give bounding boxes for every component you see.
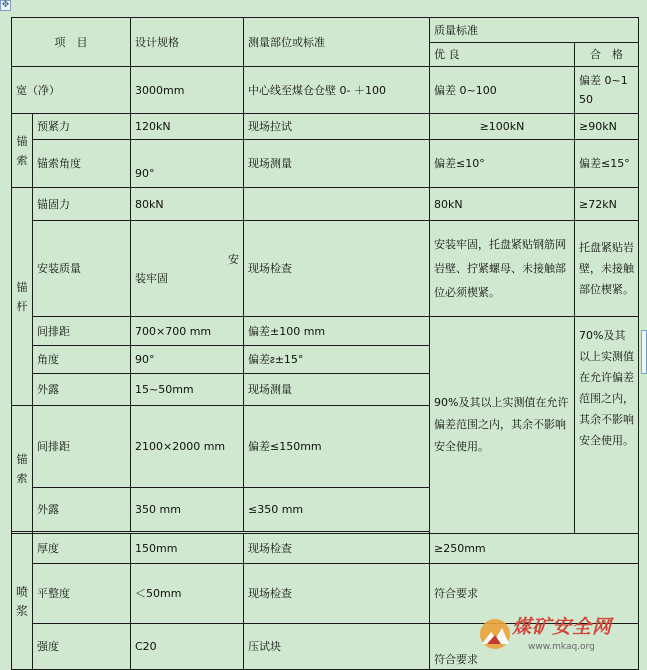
cell-anchor-force-qualified: ≥72kN (575, 188, 639, 221)
cell-strength-measure: 压试块 (244, 624, 430, 670)
cell-pretension-item: 预紧力 (33, 114, 131, 140)
group-anchor-rod-label: 锚杆 (16, 280, 28, 313)
cell-anchor-force-item: 锚固力 (33, 188, 131, 221)
header-item: 项 目 (12, 18, 131, 67)
header-measure: 测量部位或标准 (244, 18, 430, 67)
cell-anchor-force-spec: 80kN (131, 188, 244, 221)
cell-install-spec-b: 装牢固 (135, 271, 168, 285)
cell-flatness-item: 平整度 (33, 564, 131, 624)
cell-pretension-excellent: ≥100kN (430, 114, 575, 140)
cell-install-spec (131, 221, 244, 317)
table-resize-handle[interactable] (641, 330, 647, 374)
cell-strength-spec: C20 (131, 624, 244, 670)
table-row (12, 140, 639, 188)
mine-logo-icon (478, 614, 512, 654)
cell-rod-expose-spec: 15~50mm (131, 374, 244, 406)
header-qualified: 合 格 (575, 43, 639, 67)
table-move-handle[interactable]: ✥ (1, 0, 10, 10)
cell-thickness-item: 厚度 (33, 534, 131, 564)
cell-cable-angle-qualified: 偏差≤15° (575, 140, 639, 188)
cell-rod-expose-measure: 现场测量 (244, 374, 430, 406)
cell-cable-angle-measure: 现场测量 (244, 140, 430, 188)
cell-width-item: 宽（净） (12, 67, 131, 114)
cell-strength-item: 强度 (33, 624, 131, 670)
cell-flatness-measure: 现场检查 (244, 564, 430, 624)
cell-rod-angle-item: 角度 (33, 346, 131, 374)
cell-pretension-qualified: ≥90kN (575, 114, 639, 140)
cell-thickness-measure: 现场检查 (244, 534, 430, 564)
cell-anchor-force-excellent: 80kN (430, 188, 575, 221)
watermark-url: www.mkaq.org (528, 642, 595, 652)
cell-width-qualified: 偏差 0~150 (575, 67, 639, 114)
cell-cable-expose-spec: 350 mm (131, 488, 244, 532)
cell-cable-expose-item: 外露 (33, 488, 131, 532)
table-row (12, 221, 639, 317)
cell-width-measure: 中心线至煤仓仓壁 0- ＋100 (244, 67, 430, 114)
cell-rod-spacing-item: 间排距 (33, 317, 131, 346)
table-row (12, 114, 639, 140)
cell-cable-expose-measure: ≤350 mm (244, 488, 430, 532)
quality-standard-table (11, 17, 639, 670)
cell-rod-spacing-spec: 700×700 mm (131, 317, 244, 346)
group-anchor-cable-2: 锚索 (12, 406, 33, 532)
cell-install-spec-a: 安 (228, 252, 239, 266)
cell-width-spec: 3000mm (131, 67, 244, 114)
cell-pretension-measure: 现场拉试 (244, 114, 430, 140)
cell-flatness-spec: ＜50mm (131, 564, 244, 624)
cell-width-excellent: 偏差 0~100 (430, 67, 575, 114)
group-spray: 喷浆 (12, 534, 33, 670)
site-watermark (478, 612, 640, 658)
cell-cable-angle-excellent: 偏差≤10° (430, 140, 575, 188)
cell-cable-spacing-item: 间排距 (33, 406, 131, 488)
cell-anchor-force-measure (244, 188, 430, 221)
cell-merged-excellent: 90%及其以上实测值在允许偏差范围之内，其余不影响安全使用。 (430, 317, 575, 534)
cell-thickness-spec: 150mm (131, 534, 244, 564)
cell-merged-qualified: 70%及其以上实测值在允许偏差范围之内，其余不影响安全使用。 (575, 317, 639, 534)
cell-install-item: 安装质量 (33, 221, 131, 317)
watermark-name: 煤矿安全网 (512, 616, 613, 638)
table-row (12, 67, 639, 114)
cell-thickness-excellent: ≥250mm (430, 534, 639, 564)
cell-cable-spacing-measure: 偏差≤150mm (244, 406, 430, 488)
cell-strength-excellent: 符合要求 (430, 624, 639, 670)
cell-pretension-spec: 120kN (131, 114, 244, 140)
table-row (12, 188, 639, 221)
header-spec: 设计规格 (131, 18, 244, 67)
cell-rod-spacing-measure: 偏差±100 mm (244, 317, 430, 346)
cell-rod-expose-item: 外露 (33, 374, 131, 406)
group-anchor-cable: 锚索 (12, 114, 33, 188)
table-row (12, 534, 639, 564)
cell-rod-angle-spec: 90° (131, 346, 244, 374)
cell-install-excellent: 安装牢固，托盘紧贴钢筋网岩壁、拧紧螺母、未接触部位必须楔紧。 (430, 221, 575, 317)
header-excellent: 优 良 (430, 43, 575, 67)
group-anchor-rod (12, 188, 33, 406)
table-row (12, 317, 639, 346)
cell-install-qualified: 托盘紧贴岩壁，未接触部位楔紧。 (575, 221, 639, 317)
cell-cable-angle-item: 锚索角度 (33, 140, 131, 188)
cell-cable-angle-spec: 90° (131, 140, 244, 188)
cell-flatness-excellent: 符合要求 (430, 564, 639, 624)
cell-cable-spacing-spec: 2100×2000 mm (131, 406, 244, 488)
cell-install-measure: 现场检查 (244, 221, 430, 317)
cell-rod-angle-measure: 偏差ᴤ±15° (244, 346, 430, 374)
header-quality: 质量标准 (430, 18, 639, 43)
